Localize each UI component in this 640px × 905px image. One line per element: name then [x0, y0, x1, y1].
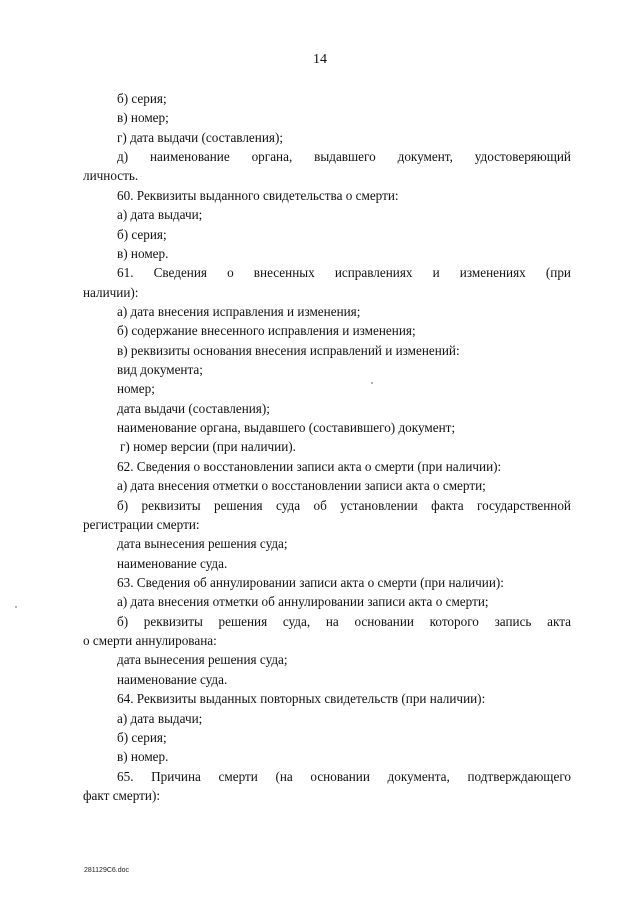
text-line: дата вынесения решения суда;	[117, 536, 288, 552]
text-line: о смерти аннулирована:	[83, 633, 217, 649]
text-line: 63. Сведения об аннулировании записи акта о смерти (при наличии):	[117, 574, 504, 590]
text-line: в) реквизиты основания внесения исправлений и изменений:	[117, 342, 460, 358]
text-line: наличии):	[83, 284, 139, 300]
text-line: г) дата выдачи (составления);	[117, 129, 284, 145]
text-line: б) реквизиты решения суда, на основании которого запись акта	[117, 613, 571, 629]
text-line: а) дата выдачи;	[117, 207, 203, 223]
scan-speck	[15, 606, 17, 608]
document-body	[83, 89, 571, 805]
text-line: личность.	[83, 168, 139, 184]
text-line: б) реквизиты решения суда об установлении факта государственной	[117, 497, 571, 513]
text-line: б) серия;	[117, 226, 167, 242]
text-line: б) серия;	[117, 729, 167, 745]
page-number: 14	[313, 52, 327, 67]
text-line: г) номер версии (при наличии).	[120, 439, 296, 455]
file-name-footer: 281129C6.doc	[84, 867, 130, 874]
text-line: наименование суда.	[117, 555, 228, 571]
text-line: наименование органа, выдавшего (составившего) документ;	[117, 420, 456, 436]
text-line: номер;	[117, 381, 155, 397]
text-line: а) дата внесения отметки об аннулировании записи акта о смерти;	[117, 594, 489, 610]
text-line: дата вынесения решения суда;	[117, 652, 288, 668]
text-line: в) номер.	[117, 749, 169, 765]
scan-speck	[371, 382, 373, 384]
text-line: 62. Сведения о восстановлении записи акта о смерти (при наличии):	[117, 458, 502, 474]
text-line: факт смерти):	[83, 787, 161, 803]
text-line: 65. Причина смерти (на основании документа, подтверждающего	[117, 768, 571, 784]
text-line: 61. Сведения о внесенных исправлениях и изменениях (при	[117, 265, 571, 281]
text-line: в) номер;	[117, 110, 169, 126]
text-line: дата выдачи (составления);	[117, 400, 270, 416]
text-line: а) дата внесения отметки о восстановлении записи акта о смерти;	[117, 478, 486, 494]
text-line: вид документа;	[117, 362, 203, 378]
text-line: б) серия;	[117, 91, 167, 106]
text-line: а) дата выдачи;	[117, 710, 203, 726]
text-line: 60. Реквизиты выданного свидетельства о смерти:	[117, 187, 399, 203]
text-line: б) содержание внесенного исправления и изменения;	[117, 323, 416, 339]
text-line: в) номер.	[117, 245, 169, 261]
text-line: наименование суда.	[117, 671, 228, 687]
text-line: 64. Реквизиты выданных повторных свидетельств (при наличии):	[117, 691, 486, 707]
text-line: а) дата внесения исправления и изменения;	[117, 303, 361, 319]
text-line: регистрации смерти:	[83, 516, 200, 532]
text-line: д) наименование органа, выдавшего документ, удостоверяющий	[117, 149, 571, 165]
